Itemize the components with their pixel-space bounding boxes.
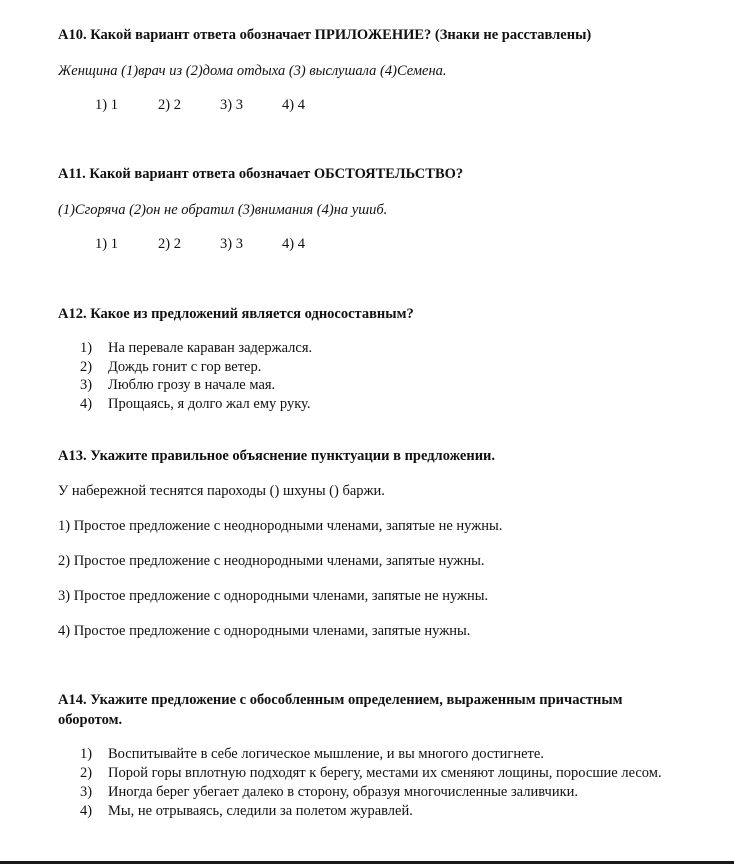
question-a12-options	[58, 339, 714, 413]
answer-option: 1) На перевале караван задержался.	[80, 340, 313, 356]
question-a13-heading: А13. Укажите правильное объяснение пунктуации в предложении.	[58, 448, 496, 464]
answer-option: 1) Воспитывайте в себе логическое мышление, и вы многого достигнете.	[80, 746, 544, 762]
question-a12	[58, 304, 714, 413]
question-a10-options	[58, 95, 714, 115]
answer-option: 2) 2	[158, 97, 181, 113]
answer-option: 3) 3	[220, 236, 243, 252]
question-a14-options	[58, 745, 689, 821]
answer-option: 3) 3	[220, 97, 243, 113]
answer-option: 3) Простое предложение с однородными членами, запятые не нужны.	[58, 588, 489, 604]
question-a11	[58, 164, 714, 254]
question-a14-heading: А14. Укажите предложение с обособленным определением, выраженным причастным оборотом.	[58, 692, 623, 728]
question-a13-sentence: У набережной теснятся пароходы () шхуны () баржи.	[58, 483, 385, 499]
question-a10	[58, 25, 714, 115]
answer-option: 4) Прощаясь, я долго жал ему руку.	[80, 395, 311, 412]
question-a11-options	[58, 234, 714, 254]
question-a13	[58, 446, 714, 641]
question-a12-heading: А12. Какое из предложений является односоставным?	[58, 306, 414, 322]
question-a14-options-wrap	[58, 745, 689, 821]
answer-option: 1) 1	[95, 97, 118, 113]
answer-option: 3) Люблю грозу в начале мая.	[80, 377, 276, 393]
question-a11-heading: А11. Какой вариант ответа обозначает ОБСТОЯТЕЛЬСТВО?	[58, 166, 464, 182]
answer-option: 4) 4	[282, 97, 305, 113]
question-a10-heading: А10. Какой вариант ответа обозначает ПРИЛОЖЕНИЕ? (Знаки не расставлены)	[58, 27, 592, 43]
answer-option: 2) Порой горы вплотную подходят к берегу, местами их сменяют лощины, поросшие лесом.	[80, 765, 662, 781]
answer-option: 4) 4	[282, 236, 305, 252]
answer-option: 3) Иногда берег убегает далеко в сторону, образуя многочисленные заливчики.	[80, 784, 579, 800]
answer-option: 2) Дождь гонит с гор ветер.	[80, 358, 262, 375]
question-a11-sentence: (1)Сгоряча (2)он не обратил (3)внимания (4)на ушиб.	[58, 202, 388, 218]
answer-option: 1) 1	[95, 236, 118, 252]
answer-option: 4) Мы, не отрываясь, следили за полетом журавлей.	[80, 803, 413, 819]
answer-option: 4) Простое предложение с однородными членами, запятые нужны.	[58, 623, 471, 639]
question-a14	[58, 690, 654, 730]
question-a10-sentence: Женщина (1)врач из (2)дома отдыха (3) выслушала (4)Семена.	[58, 63, 447, 79]
answer-option: 2) 2	[158, 236, 181, 252]
answer-option: 2) Простое предложение с неоднородными членами, запятые нужны.	[58, 553, 485, 569]
answer-option: 1) Простое предложение с неоднородными членами, запятые не нужны.	[58, 518, 503, 534]
